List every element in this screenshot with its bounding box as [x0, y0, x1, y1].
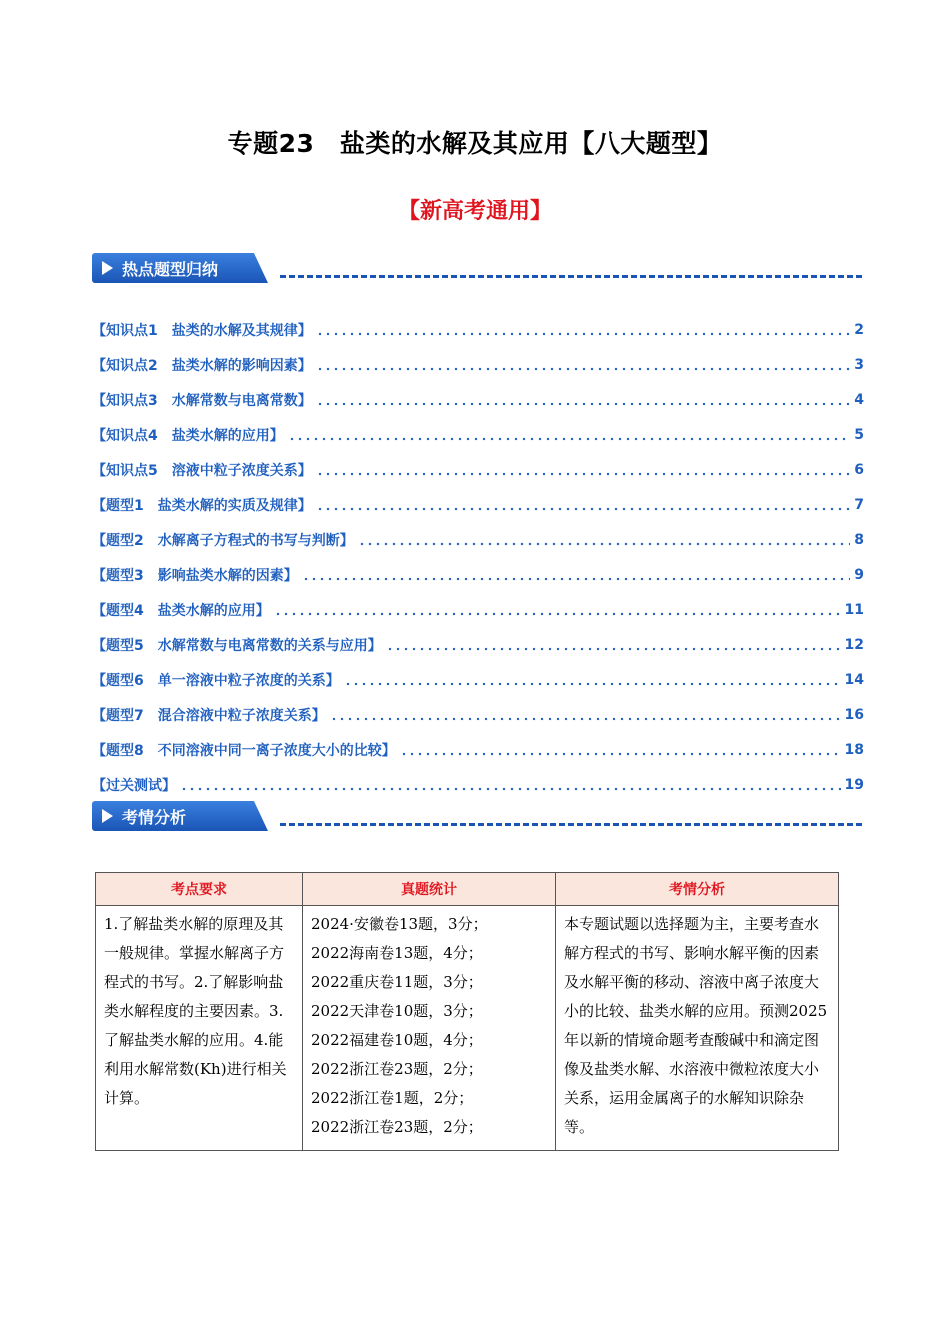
- toc-leader-dots: [344, 673, 841, 687]
- toc-leader-dots: [358, 533, 851, 547]
- toc-item-label: 【知识点1 盐类的水解及其规律】: [92, 322, 312, 339]
- header-exam-stats: 真题统计: [303, 873, 556, 906]
- toc-item-label: 【题型7 混合溶液中粒子浓度关系】: [92, 707, 326, 724]
- toc-leader-dots: [330, 708, 841, 722]
- exam-stat-line: 2022海南卷13题，4分；: [311, 944, 483, 962]
- exam-stats-cell: [303, 906, 556, 1151]
- toc-item[interactable]: [92, 697, 864, 732]
- toc-item-page: 11: [844, 601, 864, 618]
- toc-item[interactable]: [92, 452, 864, 487]
- exam-stat-line: 2022天津卷10题，3分；: [311, 1002, 483, 1020]
- toc-item-label: 【知识点3 水解常数与电离常数】: [92, 392, 312, 409]
- table-of-contents: [92, 312, 864, 802]
- toc-item[interactable]: [92, 592, 864, 627]
- toc-leader-dots: [302, 568, 851, 582]
- exam-stat-line: 2022浙江卷23题，2分；: [311, 1060, 483, 1078]
- banner-label: 热点题型归纳: [122, 260, 219, 279]
- toc-item-label: 【知识点4 盐类水解的应用】: [92, 427, 284, 444]
- requirements-cell: 1.了解盐类水解的原理及其一般规律。掌握水解离子方程式的书写。2.了解影响盐类水解程度的主要因素。3.了解盐类水解的应用。4.能利用水解常数(Kh)进行相关计算。: [96, 906, 303, 1151]
- toc-item-page: 8: [854, 531, 864, 548]
- toc-leader-dots: [316, 498, 851, 512]
- toc-item-page: 4: [854, 391, 864, 408]
- toc-item-page: 16: [844, 706, 864, 723]
- table-header-row: [96, 873, 839, 906]
- toc-item-label: 【题型2 水解离子方程式的书写与判断】: [92, 532, 354, 549]
- toc-item-label: 【知识点5 溶液中粒子浓度关系】: [92, 462, 312, 479]
- toc-item-label: 【题型8 不同溶液中同一离子浓度大小的比较】: [92, 742, 396, 759]
- toc-item-page: 18: [844, 741, 864, 758]
- toc-item-label: 【题型6 单一溶液中粒子浓度的关系】: [92, 672, 340, 689]
- section-banner-hot-topics: [92, 253, 862, 287]
- toc-item-label: 【题型4 盐类水解的应用】: [92, 602, 270, 619]
- header-analysis: 考情分析: [556, 873, 839, 906]
- toc-item-page: 9: [854, 566, 864, 583]
- toc-item-page: 3: [854, 356, 864, 373]
- banner-label: 考情分析: [122, 808, 187, 827]
- toc-item-page: 14: [844, 671, 864, 688]
- toc-item[interactable]: [92, 487, 864, 522]
- dashed-divider: [280, 823, 862, 826]
- toc-item-page: 12: [844, 636, 864, 653]
- page-title: 专题23 盐类的水解及其应用【八大题型】: [227, 129, 723, 158]
- toc-leader-dots: [288, 428, 851, 442]
- table-row: [96, 906, 839, 1151]
- exam-stat-line: 2024·安徽卷13题，3分；: [311, 915, 488, 933]
- toc-leader-dots: [316, 323, 851, 337]
- play-arrow-icon: [102, 261, 113, 275]
- toc-item-page: 6: [854, 461, 864, 478]
- toc-item[interactable]: [92, 347, 864, 382]
- toc-leader-dots: [274, 603, 841, 617]
- exam-stat-line: 2022浙江卷1题，2分；: [311, 1089, 474, 1107]
- toc-item[interactable]: [92, 382, 864, 417]
- toc-item[interactable]: [92, 522, 864, 557]
- exam-stat-line: 2022福建卷10题，4分；: [311, 1031, 483, 1049]
- toc-item-label: 【题型1 盐类水解的实质及规律】: [92, 497, 312, 514]
- dashed-divider: [280, 275, 862, 278]
- page-subtitle: 【新高考通用】: [397, 199, 552, 224]
- toc-item-label: 【知识点2 盐类水解的影响因素】: [92, 357, 312, 374]
- toc-item-page: 2: [854, 321, 864, 338]
- toc-item[interactable]: [92, 662, 864, 697]
- analysis-cell: 本专题试题以选择题为主，主要考查水解方程式的书写、影响水解平衡的因素及水解平衡的移动、溶液中离子浓度大小的比较、盐类水解的应用。预测2025年以新的情境命题考查酸碱中和滴定图像及盐类水解、水溶液中微粒浓度大小关系，运用金属离子的水解知识除杂等。: [556, 906, 839, 1151]
- toc-item-label: 【过关测试】: [92, 777, 176, 794]
- toc-item-page: 19: [844, 776, 864, 793]
- exam-analysis-table: [95, 872, 839, 1151]
- exam-stat-line: 2022浙江卷23题，2分；: [311, 1118, 483, 1136]
- play-arrow-icon: [102, 809, 113, 823]
- toc-leader-dots: [316, 358, 851, 372]
- toc-leader-dots: [400, 743, 841, 757]
- toc-item[interactable]: [92, 732, 864, 767]
- toc-item[interactable]: [92, 417, 864, 452]
- toc-item[interactable]: [92, 312, 864, 347]
- toc-leader-dots: [180, 778, 841, 792]
- toc-item-page: 7: [854, 496, 864, 513]
- toc-item-page: 5: [854, 426, 864, 443]
- toc-item-label: 【题型5 水解常数与电离常数的关系与应用】: [92, 637, 382, 654]
- toc-leader-dots: [316, 463, 851, 477]
- toc-leader-dots: [316, 393, 851, 407]
- header-requirements: 考点要求: [96, 873, 303, 906]
- section-banner-exam-analysis: [92, 801, 862, 835]
- exam-stat-line: 2022重庆卷11题，3分；: [311, 973, 483, 991]
- toc-item[interactable]: [92, 557, 864, 592]
- toc-item-label: 【题型3 影响盐类水解的因素】: [92, 567, 298, 584]
- toc-item[interactable]: [92, 627, 864, 662]
- toc-item[interactable]: [92, 767, 864, 802]
- toc-leader-dots: [386, 638, 841, 652]
